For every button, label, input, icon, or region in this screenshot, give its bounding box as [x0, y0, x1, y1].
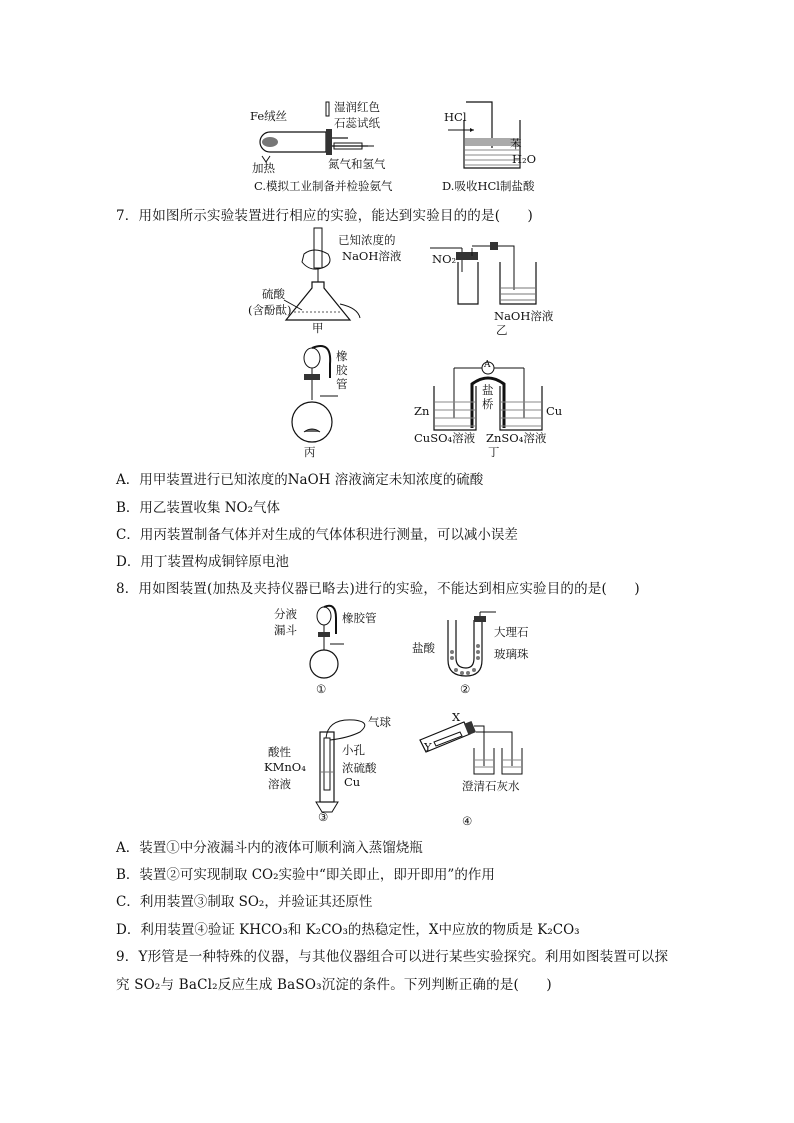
heat-label: 加热 — [252, 161, 275, 175]
question-9-line-2: 究 SO₂与 BaCl₂反应生成 BaSO₃沉淀的条件。下列判断正确的是( ) — [116, 977, 552, 993]
figure-d-caption: D.吸收HCl制盐酸 — [442, 179, 535, 193]
paper-label-2: 石蕊试纸 — [334, 116, 380, 130]
f3-kmno4-2: KMnO₄ — [264, 760, 306, 774]
question-7-stem: 7．用如图所示实验装置进行相应的实验，能达到实验目的的是( ) — [116, 208, 534, 224]
f1-funnel-2: 漏斗 — [274, 623, 297, 637]
ding-zn: Zn — [414, 404, 430, 418]
bing-tube-1: 橡 — [336, 349, 348, 363]
figure-d — [440, 100, 570, 196]
figure-ding — [414, 358, 564, 460]
jia-acid-2: (含酚酞) — [248, 303, 292, 317]
yi-gas: NO₂ — [432, 252, 457, 266]
jia-acid-1: 硫酸 — [262, 287, 285, 301]
q7-option-a: A．用甲装置进行已知浓度的NaOH 溶液滴定未知浓度的硫酸 — [116, 472, 484, 488]
f4-x: X — [452, 710, 461, 724]
figure-3-caption: ③ — [318, 810, 329, 824]
ding-sol-left: CuSO₄溶液 — [414, 431, 476, 445]
f2-beads: 玻璃珠 — [494, 647, 529, 661]
figure-yi-apparatus — [430, 232, 560, 312]
question-9-line-1: 9．Y形管是一种特殊的仪器，与其他仪器组合可以进行某些实验探究。利用如图装置可以探 — [116, 949, 669, 965]
q8-option-b: B．装置②可实现制取 CO₂实验中“即关即止，即开即用”的作用 — [116, 867, 495, 883]
f2-marble: 大理石 — [494, 625, 529, 639]
f1-tube: 橡胶管 — [342, 611, 377, 625]
f3-hole: 小孔 — [342, 743, 365, 757]
f2-acid: 盐酸 — [412, 641, 435, 655]
q8-option-d: D．利用装置④验证 KHCO₃和 K₂CO₃的热稳定性，X中应放的物质是 K₂CO₃ — [116, 922, 580, 938]
figure-3 — [264, 714, 404, 832]
figure-c-caption: C.模拟工业制备并检验氨气 — [254, 179, 393, 193]
figure-4-caption: ④ — [462, 814, 473, 828]
figure-1 — [272, 604, 392, 696]
jia-caption: 甲 — [312, 321, 324, 335]
figure-4 — [414, 710, 554, 832]
figure-yi — [430, 232, 560, 342]
bing-tube-2: 胶 — [336, 363, 348, 377]
f1-funnel-1: 分液 — [274, 607, 297, 621]
fe-label: Fe绒丝 — [250, 109, 288, 123]
figure-1-caption: ① — [316, 682, 327, 696]
q7-option-c: C．用丙装置制备气体并对生成的气体体积进行测量，可以减小误差 — [116, 527, 518, 543]
yi-caption: 乙 — [496, 323, 508, 337]
ding-bridge-2: 桥 — [482, 397, 494, 411]
jia-label-1: 已知浓度的 — [338, 233, 396, 247]
q7-option-b: B．用乙装置收集 NO₂气体 — [116, 500, 281, 516]
ding-bridge-1: 盐 — [482, 383, 494, 397]
water-label: H₂O — [512, 152, 537, 166]
f3-cu: Cu — [344, 775, 361, 789]
ding-cu: Cu — [546, 404, 563, 418]
ding-ammeter: A — [484, 360, 491, 370]
gas-label: 氮气和氢气 — [328, 157, 386, 171]
paper-label-1: 湿润红色 — [334, 100, 380, 114]
ding-caption: 丁 — [488, 445, 500, 459]
bing-tube-3: 管 — [336, 377, 348, 391]
yi-solution: NaOH溶液 — [494, 309, 554, 323]
f4-y: Y — [424, 740, 432, 754]
question-8-stem: 8．用如图装置(加热及夹持仪器已略去)进行的实验，不能达到相应实验目的的是( ) — [116, 581, 640, 597]
f3-h2so4: 浓硫酸 — [342, 761, 377, 775]
figure-jia — [246, 228, 416, 338]
hcl-label: HCl — [444, 110, 467, 124]
figure-2 — [412, 612, 552, 698]
f3-balloon: 气球 — [368, 715, 391, 729]
q8-option-a: A．装置①中分液漏斗内的液体可顺利滴入蒸馏烧瓶 — [116, 840, 423, 856]
benzene-label: 苯 — [510, 137, 522, 151]
f3-kmno4-3: 溶液 — [268, 777, 291, 791]
q8-option-c: C．利用装置③制取 SO₂，并验证其还原性 — [116, 894, 373, 910]
bing-caption: 丙 — [304, 445, 316, 459]
jia-label-2: NaOH溶液 — [342, 249, 402, 263]
f4-limewater: 澄清石灰水 — [462, 779, 520, 793]
f3-kmno4-1: 酸性 — [268, 745, 291, 759]
figure-c — [248, 96, 418, 196]
figure-2-caption: ② — [460, 682, 471, 696]
q7-option-d: D．用丁装置构成铜锌原电池 — [116, 554, 289, 570]
ding-sol-right: ZnSO₄溶液 — [486, 431, 547, 445]
figure-bing — [290, 344, 390, 459]
